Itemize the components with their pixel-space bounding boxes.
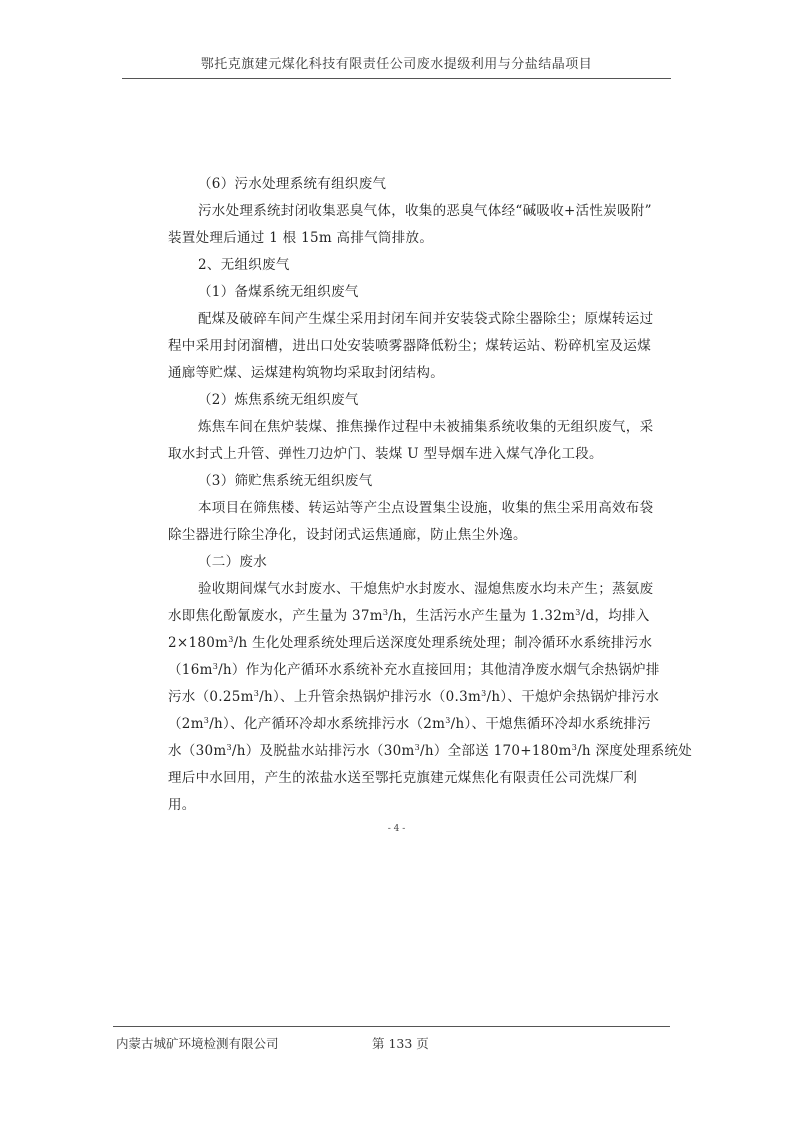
paragraph-line xyxy=(168,658,660,678)
text-run: /h）、干熄焦循环冷却水系统排污 xyxy=(450,716,651,732)
text-run: /h 深度处理系统处 xyxy=(577,743,693,759)
text-run: /h）全部送 170+180m xyxy=(420,743,572,759)
text-run: /h）及脱盐水站排污水（30m xyxy=(231,743,415,759)
superscript: 3 xyxy=(212,662,219,671)
paragraph-line: 程中采用封闭溜槽，进出口处安装喷雾器降低粉尘；煤转运站、粉碎机室及运煤 xyxy=(168,338,651,354)
footer-rule xyxy=(113,1026,670,1027)
text-run: 2×180m xyxy=(168,635,229,651)
superscript: 3 xyxy=(414,743,420,752)
text-run: （2m xyxy=(168,716,204,732)
paragraph-line xyxy=(168,739,693,759)
paragraph-line: 污水处理系统封闭收集恶臭气体，收集的恶臭气体经“碱吸收+活性炭吸附” xyxy=(198,203,652,219)
paragraph-line xyxy=(168,631,653,651)
superscript: 3 xyxy=(382,608,389,617)
paragraph-line xyxy=(168,712,651,732)
text-run: （16m xyxy=(168,662,213,678)
page-header-title: 鄂托克旗建元煤化科技有限责任公司废水提级利用与分盐结晶项目 xyxy=(200,57,593,72)
text-run: /h 生化处理系统处理后送深度处理系统处理；制冷循环水系统排污水 xyxy=(233,635,653,651)
footer-page-number: 第 133 页 xyxy=(372,1036,429,1051)
superscript: 3 xyxy=(228,635,234,644)
paragraph-line: 除尘器进行除尘净化，设封闭式运焦通廊，防止焦尘外逸。 xyxy=(168,527,527,543)
footer-company: 内蒙古城矿环境检测有限公司 xyxy=(116,1036,279,1051)
text-run: 污水（0.25m xyxy=(168,689,254,705)
paragraph-line: 配煤及破碎车间产生煤尘采用封闭车间并安装袋式除尘器除尘；原煤转运过 xyxy=(198,311,654,327)
text-run: /d，均排入 xyxy=(580,608,650,624)
text-run: /h，生活污水产生量为 1.32m xyxy=(388,608,576,624)
paragraph-line: 理后中水回用，产生的浓盐水送至鄂托克旗建元煤焦化有限责任公司洗煤厂利 xyxy=(168,770,638,786)
subheading-coal-prep-fugitive: （1）备煤系统无组织废气 xyxy=(198,284,359,300)
text-run: 水（30m xyxy=(168,743,227,759)
subheading-sewage-organized-gas: （6）污水处理系统有组织废气 xyxy=(198,176,387,192)
paragraph-line: 通廊等贮煤、运煤建构筑物均采取封闭结构。 xyxy=(168,365,444,381)
superscript: 3 xyxy=(253,689,260,698)
text-run: 水即焦化酚氰废水，产生量为 37m xyxy=(168,608,383,624)
paragraph-line: 炼焦车间在焦炉装煤、推焦操作过程中未被捕集系统收集的无组织废气，采 xyxy=(198,419,654,435)
header-rule xyxy=(122,78,671,79)
paragraph-line: 本项目在筛焦楼、转运站等产尘点设置集尘设施，收集的焦尘采用高效布袋 xyxy=(198,500,654,516)
paragraph-line: 验收期间煤气水封废水、干熄焦炉水封废水、湿熄焦废水均未产生；蒸氨废 xyxy=(198,581,654,597)
text-run: /h）、化产循环冷却水系统排污水（2m xyxy=(209,716,446,732)
superscript: 3 xyxy=(203,716,210,725)
superscript: 3 xyxy=(575,608,581,617)
paragraph-line: 取水封式上升管、弹性刀边炉门、装煤 U 型导烟车进入煤气净化工段。 xyxy=(168,446,603,462)
paragraph-line xyxy=(168,685,660,705)
subheading-coke-screening-fugitive: （3）筛贮焦系统无组织废气 xyxy=(198,473,373,489)
superscript: 3 xyxy=(445,716,451,725)
heading-wastewater: （二）废水 xyxy=(198,554,267,570)
subheading-coking-fugitive: （2）炼焦系统无组织废气 xyxy=(198,392,359,408)
heading-fugitive-gas: 2、无组织废气 xyxy=(198,257,290,273)
superscript: 3 xyxy=(481,689,487,698)
paragraph-line xyxy=(168,604,650,624)
inner-page-number: - 4 - xyxy=(387,824,406,834)
text-run: /h）作为化产循环水系统补充水直接回用；其他清净废水烟气余热锅炉排 xyxy=(218,662,660,678)
superscript: 3 xyxy=(226,743,232,752)
text-run: /h）、干熄炉余热锅炉排污水 xyxy=(486,689,660,705)
superscript: 3 xyxy=(571,743,578,752)
paragraph-line: 装置处理后通过 1 根 15m 高排气筒排放。 xyxy=(168,230,434,246)
paragraph-line: 用。 xyxy=(168,797,196,813)
text-run: /h）、上升管余热锅炉排污水（0.3m xyxy=(259,689,482,705)
